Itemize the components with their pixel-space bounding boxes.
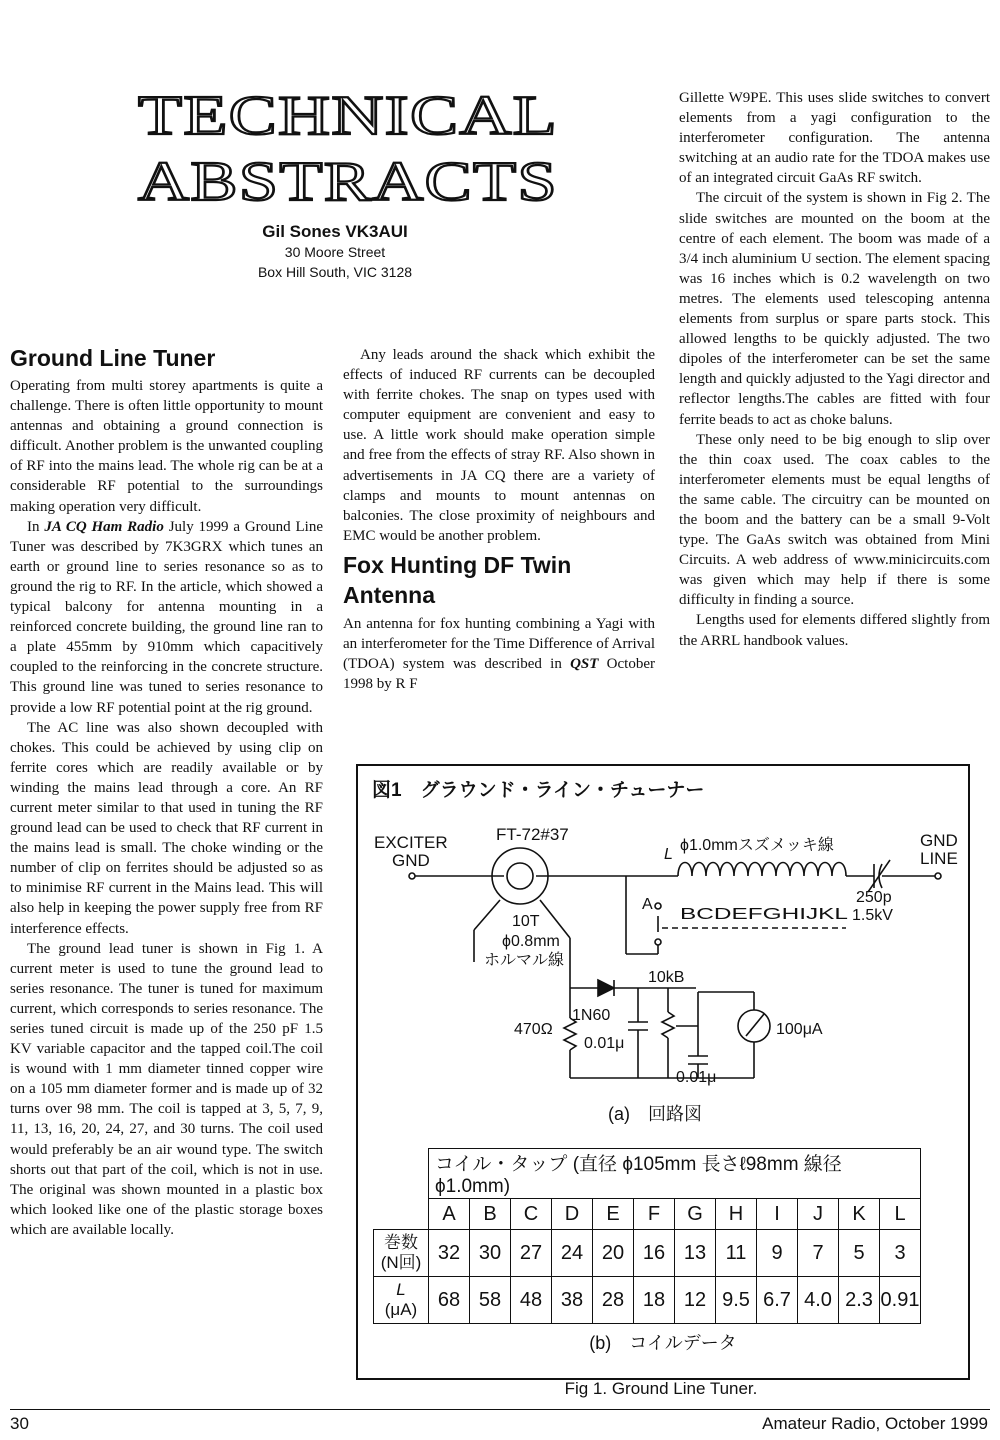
label-line: L bbox=[396, 1280, 406, 1299]
figure-heading: 図1 グラウンド・ライン・チューナー bbox=[372, 780, 705, 801]
turns-value-cell: 9 bbox=[757, 1230, 798, 1277]
paragraph bbox=[10, 517, 323, 718]
cap-voltage-label: 1.5kV bbox=[852, 907, 893, 924]
figure-1 bbox=[356, 764, 970, 1380]
switch-common-label: A bbox=[642, 896, 653, 913]
resistor-label: 470Ω bbox=[514, 1021, 553, 1038]
publication-name: QST bbox=[570, 656, 599, 673]
meter-label: 100μA bbox=[776, 1021, 823, 1038]
turns-value-cell: 16 bbox=[634, 1230, 675, 1277]
article-title-fox-hunting bbox=[343, 550, 655, 610]
paragraph: Operating from multi storey apartments is quite a challenge. There is often little opportunity to mount antennas and obtaining a ground connection is difficult. Another problem is the unwanted coupling of RF into the mains lead. The whole rig can be at a considerable RF potential to the surroundings making operation very difficult. bbox=[10, 378, 323, 515]
circuit-diagram bbox=[358, 766, 968, 1146]
coil-wire-label: ϕ1.0mmスズメッキ線 bbox=[680, 837, 834, 854]
turns-row-label bbox=[374, 1230, 429, 1277]
wire-size-label: ϕ0.8mm bbox=[502, 933, 560, 950]
current-value-cell: 48 bbox=[511, 1277, 552, 1324]
label-line: (μA) bbox=[384, 1300, 418, 1319]
current-value-cell: 6.7 bbox=[757, 1277, 798, 1324]
tap-letter-cell: H bbox=[716, 1199, 757, 1230]
logo-line-1: TECHNICAL bbox=[138, 85, 558, 147]
tap-letter-cell: G bbox=[675, 1199, 716, 1230]
tap-letter-cell: E bbox=[593, 1199, 634, 1230]
current-row-label bbox=[374, 1277, 429, 1324]
current-row bbox=[374, 1277, 921, 1324]
table-header: コイル・タップ (直径 ϕ105mm 長さℓ98mm 線径 ϕ1.0mm) bbox=[429, 1149, 921, 1199]
tap-letter-cell: F bbox=[634, 1199, 675, 1230]
footer-rule bbox=[10, 1409, 990, 1410]
turns-value-cell: 13 bbox=[675, 1230, 716, 1277]
column-2 bbox=[343, 345, 655, 694]
byline bbox=[175, 222, 495, 282]
turns-value-cell: 30 bbox=[470, 1230, 511, 1277]
current-value-cell: 4.0 bbox=[798, 1277, 839, 1324]
paragraph bbox=[343, 614, 655, 694]
title-line: Fox Hunting DF Twin bbox=[343, 551, 572, 578]
pot-label: 10kB bbox=[648, 969, 685, 986]
tap-letter-cell: A bbox=[429, 1199, 470, 1230]
current-value-cell: 18 bbox=[634, 1277, 675, 1324]
tap-letter-cell: D bbox=[552, 1199, 593, 1230]
table-corner-2 bbox=[374, 1199, 429, 1230]
turns-value-cell: 7 bbox=[798, 1230, 839, 1277]
turns-value-cell: 5 bbox=[839, 1230, 880, 1277]
subcaption-b: (b) コイルデータ bbox=[589, 1333, 737, 1353]
column-1 bbox=[10, 376, 323, 1240]
tap-letter-cell: J bbox=[798, 1199, 839, 1230]
current-value-cell: 0.91 bbox=[880, 1277, 921, 1324]
table-corner bbox=[374, 1149, 429, 1199]
coil-symbol: L bbox=[664, 846, 673, 863]
current-value-cell: 58 bbox=[470, 1277, 511, 1324]
journal-name: Amateur Radio, October 1999 bbox=[762, 1414, 988, 1433]
turns-value-cell: 11 bbox=[716, 1230, 757, 1277]
subcaption-a: (a) 回路図 bbox=[608, 1104, 702, 1124]
turns-value-cell: 3 bbox=[880, 1230, 921, 1277]
gnd-line-label-2: LINE bbox=[920, 849, 958, 868]
tap-letter-cell: I bbox=[757, 1199, 798, 1230]
paragraph: These only need to be big enough to slip over the thin coax used. The coax cables to the interferometer elements must be equal lengths of the same cable. The circuitry can be mounted on the boom and the battery can be a small 9-Volt type. The GaAs switch was obtained from Mini Circuits. A web address of www.minicircuits.com was given which may help if there is some difficulty in finding a source. bbox=[679, 431, 990, 609]
gnd-line-label: GND bbox=[920, 831, 958, 850]
cap1-label: 0.01μ bbox=[584, 1035, 625, 1052]
paragraph: Gillette W9PE. This uses slide switches to convert elements from a yagi configuration to the interferometer configuration. The antenna switching at an audio rate for the TDOA makes use of an integrated circuit GaAs RF switch. bbox=[679, 90, 990, 187]
current-value-cell: 12 bbox=[675, 1277, 716, 1324]
paragraph: The AC line was also shown decoupled with chokes. This could be achieved by using clip on ferrite cores which are readily available or by winding the mains lead through a core. An RF current meter similar to that used in tuning the RF ground lead can be used to check that RF current in the mains lead is small. The choke winding or the number of clip on ferrites should be adjusted so as to minimise RF current in the Mains lead. This will also help in keeping the power supply free from RF interference effects. bbox=[10, 719, 323, 937]
current-value-cell: 9.5 bbox=[716, 1277, 757, 1324]
tap-letter-cell: B bbox=[470, 1199, 511, 1230]
current-value-cell: 38 bbox=[552, 1277, 593, 1324]
title-line: Antenna bbox=[343, 581, 435, 608]
diode-label: 1N60 bbox=[572, 1007, 611, 1024]
text-run: July 1999 a Ground Line Tuner was described by 7K3GRX which tunes an earth or ground line to series resonance so as to ground the rig to RF. In the article, which showed a typical balcony for antenna mounting in a reinforced concrete building, the ground line ran to a plate 455mm by 910mm which capacitively coupled to the reinforcing in the concrete structure. This ground line was tuned to series resonance to provide a low RF potential point at the rig ground. bbox=[10, 518, 323, 716]
column-3 bbox=[679, 88, 990, 651]
publication-name: JA CQ Ham Radio bbox=[44, 518, 164, 535]
paragraph: The ground lead tuner is shown in Fig 1. A current meter is used to tune the ground lead to series resonance. The tuner is tuned for maximum current, which corresponds to series resonance. The series tuned circuit is made up of the 250 pF 1.5 KV variable capacitor and the tapped coil.The coil is wound with 1 mm diameter tinned copper wire on a 105 mm diameter former and is made up of 32 turns over 98 mm. The coil is tapped at 3, 5, 7, 9, 11, 13, 16, 20, 24, 27, and 30 turns. The coil used would preferably be an air wound type. The switch shorts out that part of the coil, which is not in use. The original was shown mounted in a plastic box which looked like one of the plastic storage boxes which are available locally. bbox=[10, 940, 323, 1238]
paragraph: Any leads around the shack which exhibit the effects of induced RF currents can be decoupled with ferrite chokes. The snap on types used with computer equipment are convenient and easy to use. A little work should make operation simple and free from the effects of stray RF. Also shown in advertisements in JA CQ there are a variety of clamps and mounts to mount antennas on balconies. The close proximity of neighbours and EMC would be another problem. bbox=[343, 347, 655, 544]
label-line: 巻数 bbox=[384, 1233, 418, 1252]
paragraph: The circuit of the system is shown in Fig 2. The slide switches are mounted on the boom at the centre of each element. The boom was made of a 3/4 inch aluminium U section. The element spacing was 16 inches which is 0.2 wavelength on two metres. The elements used telescoping antenna elements from surplus or spare parts stock. This allowed lengths to be quickly adjusted. The two dipoles of the interferometer can be set the same length and quickly adjusted to the Yagi director and reflector lengths.The cables are fitted with four ferrite beads to act as choke baluns. bbox=[679, 190, 990, 428]
tap-letter-cell: C bbox=[511, 1199, 552, 1230]
core-label: FT-72#37 bbox=[496, 825, 569, 844]
turns-label: 10T bbox=[512, 913, 540, 930]
text-run: October 1998 by R F bbox=[343, 656, 655, 693]
turns-value-cell: 32 bbox=[429, 1230, 470, 1277]
cap2-label: 0.01μ bbox=[676, 1069, 717, 1086]
address-line-2: Box Hill South, VIC 3128 bbox=[257, 264, 413, 280]
turns-row bbox=[374, 1230, 921, 1277]
wire-type-label: ホルマル線 bbox=[484, 952, 565, 969]
current-value-cell: 28 bbox=[593, 1277, 634, 1324]
address-line-1: 30 Moore Street bbox=[284, 244, 386, 260]
paragraph: Lengths used for elements differed slightly from the ARRL handbook values. bbox=[679, 612, 990, 649]
exciter-gnd-label: GND bbox=[392, 851, 430, 870]
author-name: Gil Sones VK3AUI bbox=[262, 222, 408, 241]
technical-abstracts-logo bbox=[128, 76, 568, 206]
turns-value-cell: 20 bbox=[593, 1230, 634, 1277]
exciter-label: EXCITER bbox=[374, 833, 448, 852]
tap-letter-cell: L bbox=[880, 1199, 921, 1230]
article-title-ground-line-tuner: Ground Line Tuner bbox=[10, 345, 216, 371]
turns-value-cell: 27 bbox=[511, 1230, 552, 1277]
cap-value-label: 250p bbox=[856, 889, 892, 906]
tap-letters: BCDEFGHIJKL bbox=[680, 906, 849, 923]
tap-row bbox=[374, 1199, 921, 1230]
current-value-cell: 2.3 bbox=[839, 1277, 880, 1324]
page-number: 30 bbox=[10, 1414, 29, 1433]
text-run: An antenna for fox hunting combining a Yagi with an interferometer for the Time Difference of Arrival (TDOA) system was described in bbox=[343, 615, 655, 673]
tap-letter-cell: K bbox=[839, 1199, 880, 1230]
turns-value-cell: 24 bbox=[552, 1230, 593, 1277]
logo-line-2: ABSTRACTS bbox=[138, 151, 558, 206]
label-line: (N回) bbox=[380, 1253, 422, 1272]
text-run: In bbox=[27, 518, 45, 535]
coil-data-table bbox=[373, 1148, 921, 1324]
current-value-cell: 68 bbox=[429, 1277, 470, 1324]
figure-caption: Fig 1. Ground Line Tuner. bbox=[564, 1379, 758, 1398]
